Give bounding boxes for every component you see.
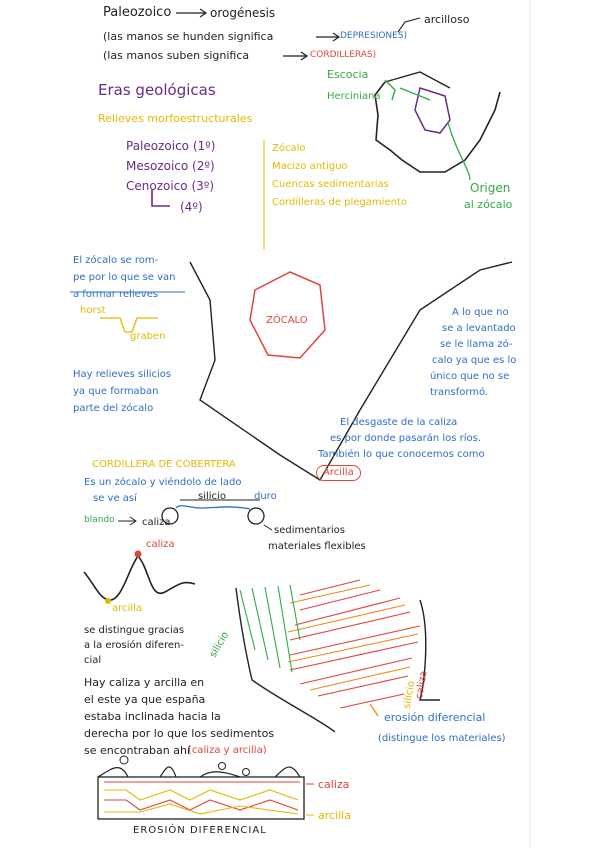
caliza-peak-label: caliza [146,539,175,550]
cordilleras-label: CORDILLERAS) [310,50,377,60]
cobertera-title: CORDILLERA DE COBERTERA [92,459,236,470]
relieve-item: Cuencas sedimentarias [272,179,389,190]
zocalo-label: ZÓCALO [266,315,308,326]
zocalo-note: a formar relieves [73,289,159,300]
silicio-label: silicio [198,491,226,502]
hatch-green [240,585,300,672]
zocalo-note: pe por lo que se van [73,272,176,283]
flexibles-label: materiales flexibles [268,541,366,552]
hatch-orange [288,585,418,690]
right-note: se a levantado [442,323,516,334]
block-caliza-label: caliza [318,778,350,791]
right-note: calo ya que es lo [432,355,517,366]
desgaste-note: También lo que conocemos como [318,449,485,460]
orogenesis-label: orogénesis [210,6,276,20]
right-note: A lo que no [452,307,509,318]
silicios-note: Hay relieves silicios [73,369,172,380]
relieve-item: Cordilleras de plegamiento [272,197,407,208]
era-item: Mesozoico (2º) [126,159,215,173]
arcilla-valley-label: arcilla [112,603,142,614]
graben-label: graben [130,331,166,342]
depresiones-line: (las manos se hunden significa [103,30,274,43]
right-note: único que no se [430,371,510,382]
eras-title: Eras geológicas [98,81,216,99]
arcilloso-label: arcilloso [424,13,470,26]
right-note: se le llama zó- [440,339,513,350]
arrow-icon [176,9,206,17]
cobertera-line: Es un zócalo y viéndolo de lado [84,477,242,488]
erosion-text: se encontraban ahí [84,744,191,757]
silicio-side-label: silicio [207,629,232,660]
arrow-icon [283,52,307,60]
cobertera-line: se ve así [93,493,137,504]
caliza-arcilla-paren: (caliza y arcilla) [188,745,267,756]
zocalo-shape [415,88,450,133]
mountain-profile [84,556,195,600]
distingue-note: cial [84,655,102,666]
arrow-icon [316,33,339,41]
al-zocalo-label: al zócalo [464,198,513,211]
erosion-text: el este ya que españa [84,693,206,706]
blando-label: blando [84,515,115,525]
depresiones-label: DEPRESIONES) [340,31,408,41]
caliza-label: caliza [142,517,171,528]
silicio-right-label: silicio [401,680,418,710]
erosion-title: EROSIÓN DIFERENCIAL [133,825,267,836]
arcilla-badge: Arcilla [316,465,361,481]
era-item: (4º) [180,200,203,214]
relieve-item: Macizo antiguo [272,161,348,172]
erosion-text: estaba inclinada hacia la [84,710,221,723]
cordilleras-line: (las manos suben significa [103,49,250,62]
hatch-red [290,580,420,708]
right-note: transformó. [430,387,489,398]
distingue-materiales: (distingue los materiales) [378,733,506,744]
block-hatch [104,782,300,814]
sedimentarios-label: sedimentarios [274,525,345,536]
erosion-text: derecha por lo que los sedimentos [84,727,275,740]
relieves-subtitle: Relieves morfoestructurales [98,112,253,125]
desgaste-note: El desgaste de la caliza [340,417,458,428]
distingue-note: se distingue gracias [84,625,185,636]
escocia-label: Escocia [327,68,369,81]
block-arcilla-label: arcilla [318,809,351,822]
desgaste-note: es por donde pasarán los ríos. [330,433,482,444]
erosion-diferencial-label: erosión diferencial [384,711,486,724]
paleozoico-label: Paleozoico [103,5,172,20]
horst-graben [100,318,158,332]
silicios-note: ya que formaban [73,386,159,397]
relieve-item: Zócalo [272,143,306,154]
distingue-note: a la erosión diferen- [84,640,184,651]
origen-label: Origen [470,181,511,195]
erosion-text: Hay caliza y arcilla en [84,676,205,689]
duro-label: duro [254,491,277,502]
silicios-note: parte del zócalo [73,403,154,414]
era-item: Cenozoico (3º) [126,179,215,193]
caliza-right-label: caliza [413,669,430,700]
zocalo-note: El zócalo se rom- [73,255,159,266]
herciniana-label: Herciniana [327,91,381,102]
era-item: Paleozoico (1º) [126,139,216,153]
horst-label: horst [80,305,106,316]
